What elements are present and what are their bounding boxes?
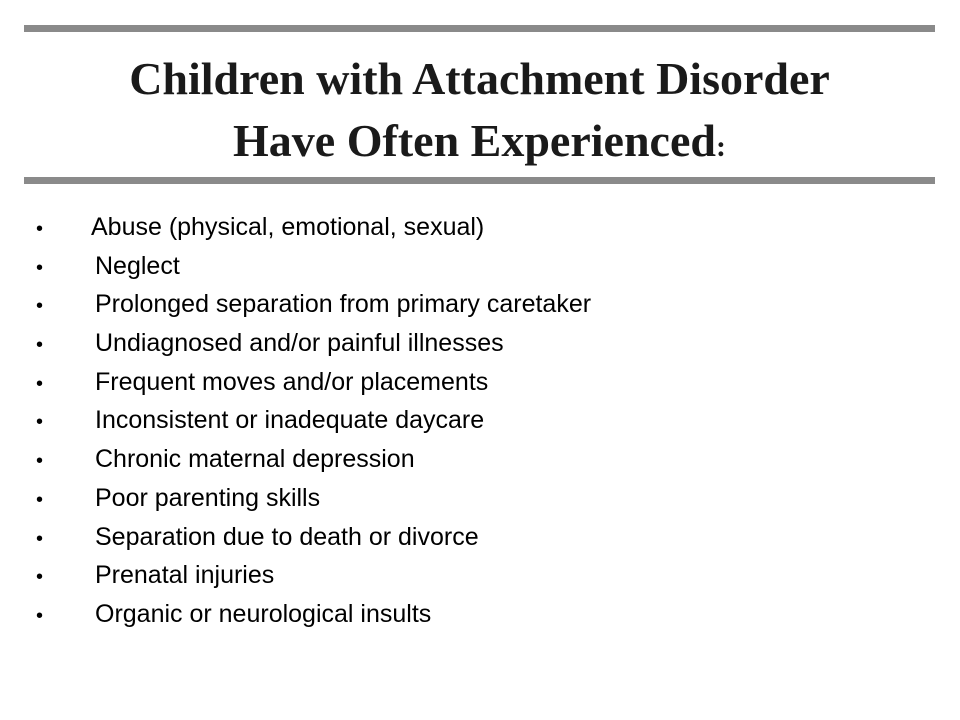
bottom-divider: [24, 177, 935, 184]
list-item: [36, 208, 591, 247]
title-line-2: [24, 110, 935, 178]
list-item-text: Inconsistent or inadequate daycare: [95, 406, 485, 435]
title-line-1: Children with Attachment Disorder: [129, 53, 830, 104]
title-colon: :: [715, 130, 726, 163]
bullet-icon: •: [36, 334, 44, 357]
list-item: [36, 363, 591, 402]
bullet-icon: •: [36, 527, 44, 550]
title-line-2-text: Have Often Experienced: [233, 115, 716, 166]
bullet-icon: •: [36, 450, 44, 473]
list-item-text: Frequent moves and/or placements: [95, 367, 489, 396]
list-item: [36, 401, 591, 440]
list-item-text: Separation due to death or divorce: [95, 522, 479, 551]
bullet-icon: •: [36, 488, 44, 511]
list-item: [36, 440, 591, 479]
list-item: [36, 556, 591, 595]
list-item: [36, 285, 591, 324]
bullet-icon: •: [36, 372, 44, 395]
list-item: [36, 324, 591, 363]
list-item: [36, 479, 591, 518]
slide-title: [24, 48, 935, 178]
bullet-icon: •: [36, 218, 44, 240]
list-item-text: Chronic maternal depression: [95, 445, 415, 474]
bullet-icon: •: [36, 411, 44, 434]
list-item: [36, 518, 591, 557]
list-item-text: Abuse (physical, emotional, sexual): [91, 213, 485, 241]
bullet-list: [36, 208, 591, 634]
top-divider: [24, 25, 935, 32]
list-item-text: Prolonged separation from primary caretaker: [95, 290, 592, 319]
list-item: [36, 595, 591, 634]
bullet-icon: •: [36, 295, 44, 318]
bullet-icon: •: [36, 566, 44, 589]
bullet-icon: •: [36, 604, 44, 627]
list-item-text: Poor parenting skills: [95, 483, 321, 512]
bullet-icon: •: [36, 256, 44, 279]
list-item-text: Undiagnosed and/or painful illnesses: [95, 329, 504, 358]
list-item: [36, 247, 591, 286]
list-item-text: Prenatal injuries: [95, 561, 275, 590]
list-item-text: Organic or neurological insults: [95, 599, 432, 628]
list-item-text: Neglect: [95, 251, 180, 280]
